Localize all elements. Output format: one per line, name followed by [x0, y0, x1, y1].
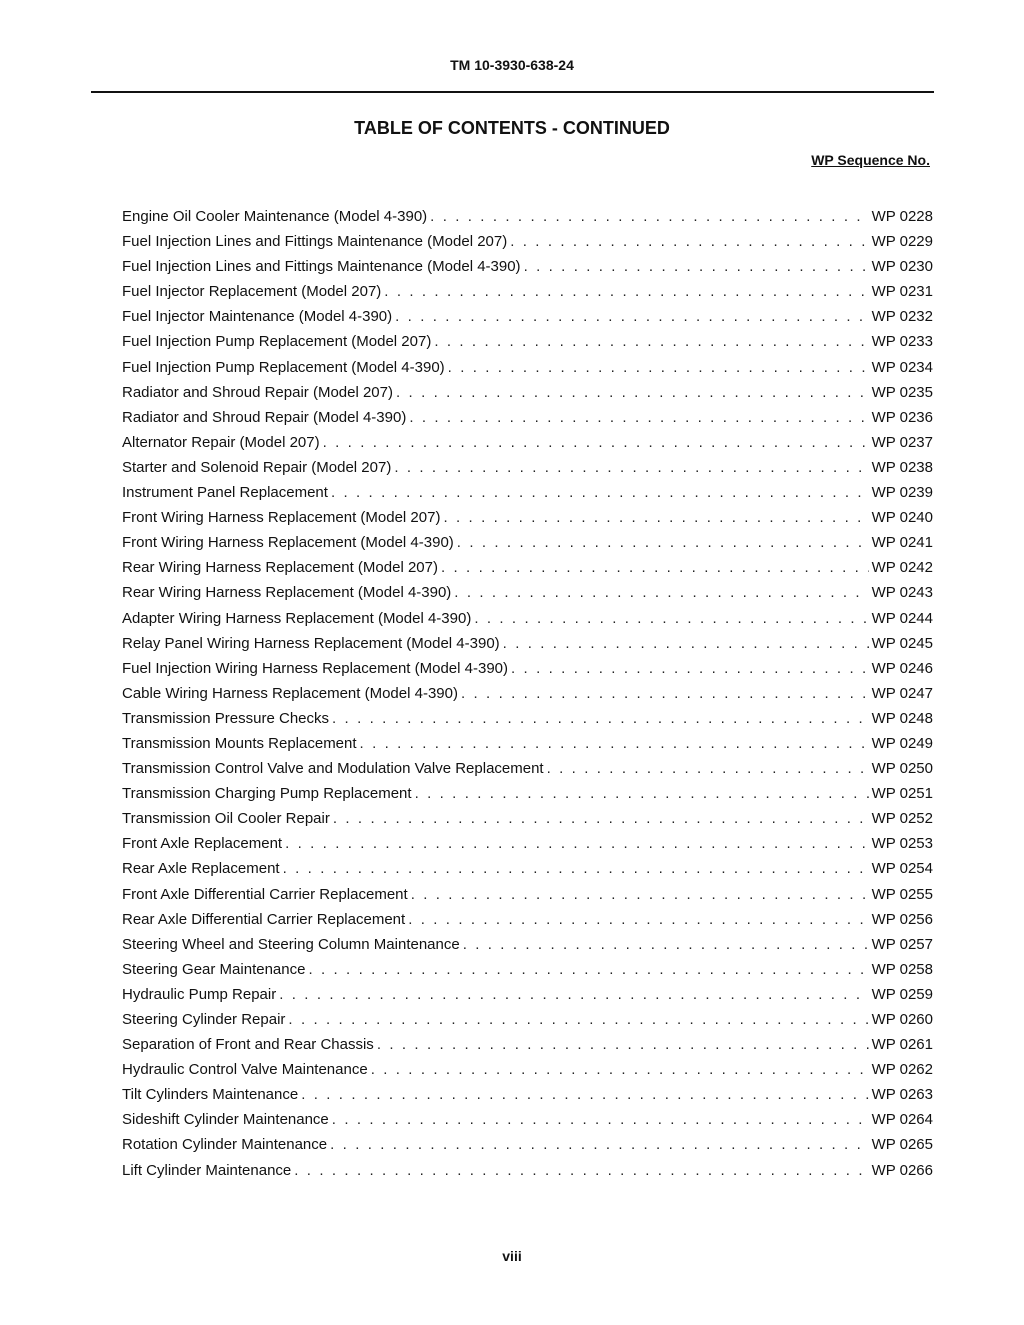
toc-entry[interactable] [122, 907, 933, 932]
toc-entry-wp-number: WP 0237 [871, 433, 933, 451]
toc-entry-title: Fuel Injection Lines and Fittings Maintenance (Model 207) [122, 233, 508, 251]
toc-entry-title: Rear Axle Replacement [122, 860, 280, 878]
toc-entry-title: Front Axle Replacement [122, 835, 283, 853]
toc-entry[interactable] [122, 455, 933, 480]
toc-entry-wp-number: WP 0266 [871, 1161, 933, 1179]
dot-leader [283, 856, 869, 881]
dot-leader [371, 1057, 869, 1082]
toc-entry-wp-number: WP 0241 [871, 534, 933, 552]
toc-entry[interactable] [122, 806, 933, 831]
toc-entry[interactable] [122, 530, 933, 555]
toc-entry-title: Front Wiring Harness Replacement (Model 207) [122, 509, 441, 527]
page-title: TABLE OF CONTENTS - CONTINUED [354, 118, 670, 138]
toc-entry[interactable] [122, 957, 933, 982]
toc-entry-title: Steering Gear Maintenance [122, 960, 306, 978]
toc-entry[interactable] [122, 631, 933, 656]
dot-leader [448, 355, 869, 380]
toc-entry-wp-number: WP 0246 [871, 659, 933, 677]
toc-entry[interactable] [122, 480, 933, 505]
toc-entry-wp-number: WP 0261 [871, 1036, 933, 1054]
toc-entry-title: Relay Panel Wiring Harness Replacement (Model 4-390) [122, 634, 500, 652]
toc-entry[interactable] [122, 204, 933, 229]
toc-entry-title: Fuel Injection Pump Replacement (Model 4-390) [122, 358, 445, 376]
toc-entry-title: Transmission Oil Cooler Repair [122, 810, 330, 828]
toc-entry-wp-number: WP 0263 [871, 1086, 933, 1104]
toc-entry[interactable] [122, 681, 933, 706]
dot-leader [330, 1132, 868, 1157]
toc-entry-title: Separation of Front and Rear Chassis [122, 1036, 374, 1054]
toc-entry-title: Fuel Injector Replacement (Model 207) [122, 283, 382, 301]
dot-leader [430, 204, 868, 229]
toc-entry[interactable] [122, 831, 933, 856]
toc-entry-wp-number: WP 0251 [871, 785, 933, 803]
toc-entry[interactable] [122, 1032, 933, 1057]
toc-entry-wp-number: WP 0230 [871, 258, 933, 276]
toc-entry-title: Engine Oil Cooler Maintenance (Model 4-390) [122, 208, 428, 225]
toc-entry-wp-number: WP 0247 [871, 684, 933, 702]
toc-entry-wp-number: WP 0240 [871, 509, 933, 527]
toc-entry[interactable] [122, 1007, 933, 1032]
toc-entry[interactable] [122, 1132, 933, 1157]
toc-entry-title: Radiator and Shroud Repair (Model 4-390) [122, 408, 407, 426]
dot-leader [457, 530, 869, 555]
toc-entry[interactable] [122, 555, 933, 580]
toc-entry-wp-number: WP 0265 [871, 1136, 933, 1154]
toc-entry[interactable] [122, 1158, 933, 1183]
toc-entry-wp-number: WP 0248 [871, 709, 933, 727]
dot-leader [394, 455, 868, 480]
dot-leader [377, 1032, 869, 1057]
dot-leader [279, 982, 868, 1007]
dot-leader [434, 329, 868, 354]
dot-leader [395, 304, 868, 329]
toc-entry-wp-number: WP 0232 [871, 308, 933, 326]
toc-entry-wp-number: WP 0235 [871, 383, 933, 401]
toc-entry-title: Starter and Solenoid Repair (Model 207) [122, 458, 392, 476]
dot-leader [474, 606, 868, 631]
toc-entry[interactable] [122, 580, 933, 605]
toc-entry-wp-number: WP 0243 [871, 584, 933, 602]
dot-leader [443, 505, 868, 530]
dot-leader [547, 756, 869, 781]
dot-leader [409, 405, 868, 430]
document-id: TM 10-3930-638-24 [450, 57, 574, 73]
toc-entry[interactable] [122, 882, 933, 907]
toc-entry-title: Rotation Cylinder Maintenance [122, 1136, 328, 1154]
toc-list [122, 204, 933, 1183]
dot-leader [332, 1107, 869, 1132]
toc-entry[interactable] [122, 856, 933, 881]
toc-entry-wp-number: WP 0238 [871, 458, 933, 476]
toc-entry-wp-number: WP 0249 [871, 734, 933, 752]
dot-leader [308, 957, 868, 982]
dot-leader [524, 254, 869, 279]
toc-entry[interactable] [122, 430, 933, 455]
toc-entry-wp-number: WP 0250 [871, 760, 933, 778]
dot-leader [333, 806, 869, 831]
toc-entry-title: Fuel Injection Wiring Harness Replacement (Model 4-390) [122, 659, 509, 677]
dot-leader [408, 907, 868, 932]
dot-leader [510, 229, 868, 254]
toc-entry-title: Transmission Control Valve and Modulation Valve Replacement [122, 760, 544, 778]
dot-leader [511, 656, 869, 681]
toc-entry[interactable] [122, 982, 933, 1007]
toc-entry-wp-number: WP 0252 [871, 810, 933, 828]
toc-entry-title: Steering Wheel and Steering Column Maintenance [122, 935, 460, 953]
dot-leader [285, 831, 868, 856]
toc-entry[interactable] [122, 656, 933, 681]
dot-leader [323, 430, 869, 455]
toc-entry-wp-number: WP 0236 [871, 408, 933, 426]
dot-leader [441, 555, 869, 580]
toc-entry[interactable] [122, 606, 933, 631]
toc-entry[interactable] [122, 706, 933, 731]
toc-entry-title: Transmission Mounts Replacement [122, 734, 357, 752]
toc-entry-wp-number: WP 0257 [871, 935, 933, 953]
toc-entry[interactable] [122, 1057, 933, 1082]
toc-entry-wp-number: WP 0242 [871, 559, 933, 577]
toc-entry[interactable] [122, 279, 933, 304]
wp-sequence-column-header: WP Sequence No. [811, 152, 930, 168]
toc-entry-wp-number: WP 0262 [871, 1061, 933, 1079]
dot-leader [461, 681, 869, 706]
toc-entry-wp-number: WP 0239 [871, 484, 933, 502]
dot-leader [294, 1158, 868, 1183]
toc-entry[interactable] [122, 932, 933, 957]
dot-leader [503, 631, 869, 656]
dot-leader [396, 380, 869, 405]
toc-entry-title: Front Axle Differential Carrier Replacement [122, 885, 408, 903]
dot-leader [360, 731, 869, 756]
toc-entry-wp-number: WP 0234 [871, 358, 933, 376]
toc-entry-wp-number: WP 0253 [871, 835, 933, 853]
toc-entry[interactable] [122, 304, 933, 329]
toc-entry-title: Hydraulic Pump Repair [122, 985, 277, 1003]
toc-entry-wp-number: WP 0259 [871, 985, 933, 1003]
toc-entry-wp-number: WP 0255 [871, 885, 933, 903]
toc-entry-title: Fuel Injector Maintenance (Model 4-390) [122, 308, 393, 326]
dot-leader [463, 932, 869, 957]
toc-entry[interactable] [122, 781, 933, 806]
toc-entry[interactable] [122, 756, 933, 781]
header-divider [91, 91, 934, 93]
toc-entry-title: Transmission Pressure Checks [122, 709, 330, 727]
dot-leader [288, 1007, 868, 1032]
toc-entry-title: Alternator Repair (Model 207) [122, 433, 320, 451]
toc-entry[interactable] [122, 355, 933, 380]
toc-entry[interactable] [122, 405, 933, 430]
dot-leader [301, 1082, 868, 1107]
toc-entry-wp-number: WP 0244 [871, 609, 933, 627]
toc-entry-title: Fuel Injection Lines and Fittings Maintenance (Model 4-390) [122, 258, 521, 276]
toc-entry-wp-number: WP 0264 [871, 1111, 933, 1129]
toc-entry-wp-number: WP 0229 [871, 233, 933, 251]
toc-entry-title: Front Wiring Harness Replacement (Model 4-390) [122, 534, 454, 552]
toc-entry-title: Hydraulic Control Valve Maintenance [122, 1061, 368, 1079]
toc-entry-title: Radiator and Shroud Repair (Model 207) [122, 383, 393, 401]
toc-entry-wp-number: WP 0254 [871, 860, 933, 878]
toc-entry-wp-number: WP 0233 [871, 333, 933, 351]
dot-leader [384, 279, 868, 304]
toc-entry[interactable] [122, 1107, 933, 1132]
toc-entry-wp-number: WP 0228 [871, 208, 933, 225]
toc-entry[interactable] [122, 254, 933, 279]
toc-entry-title: Rear Wiring Harness Replacement (Model 4-390) [122, 584, 452, 602]
toc-entry-title: Lift Cylinder Maintenance [122, 1161, 292, 1179]
toc-entry[interactable] [122, 380, 933, 405]
toc-entry-title: Fuel Injection Pump Replacement (Model 207) [122, 333, 432, 351]
toc-entry[interactable] [122, 505, 933, 530]
dot-leader [454, 580, 868, 605]
dot-leader [415, 781, 869, 806]
toc-entry-wp-number: WP 0260 [871, 1011, 933, 1028]
toc-entry-wp-number: WP 0258 [871, 960, 933, 978]
toc-entry-title: Adapter Wiring Harness Replacement (Model 4-390) [122, 609, 472, 627]
dot-leader [331, 480, 869, 505]
dot-leader [332, 706, 869, 731]
toc-entry-title: Steering Cylinder Repair [122, 1011, 286, 1028]
page-number: viii [502, 1248, 522, 1264]
toc-entry[interactable] [122, 229, 933, 254]
toc-entry-wp-number: WP 0245 [871, 634, 933, 652]
toc-entry-title: Instrument Panel Replacement [122, 484, 328, 502]
toc-entry-wp-number: WP 0256 [871, 910, 933, 928]
toc-entry-title: Rear Axle Differential Carrier Replacement [122, 910, 406, 928]
dot-leader [411, 882, 869, 907]
toc-entry[interactable] [122, 329, 933, 354]
toc-entry[interactable] [122, 731, 933, 756]
toc-entry-title: Rear Wiring Harness Replacement (Model 207) [122, 559, 438, 577]
toc-entry-title: Sideshift Cylinder Maintenance [122, 1111, 329, 1129]
toc-entry-title: Transmission Charging Pump Replacement [122, 785, 412, 803]
toc-entry-title: Tilt Cylinders Maintenance [122, 1086, 299, 1104]
toc-entry-wp-number: WP 0231 [871, 283, 933, 301]
toc-entry[interactable] [122, 1082, 933, 1107]
toc-entry-title: Cable Wiring Harness Replacement (Model 4-390) [122, 684, 458, 702]
